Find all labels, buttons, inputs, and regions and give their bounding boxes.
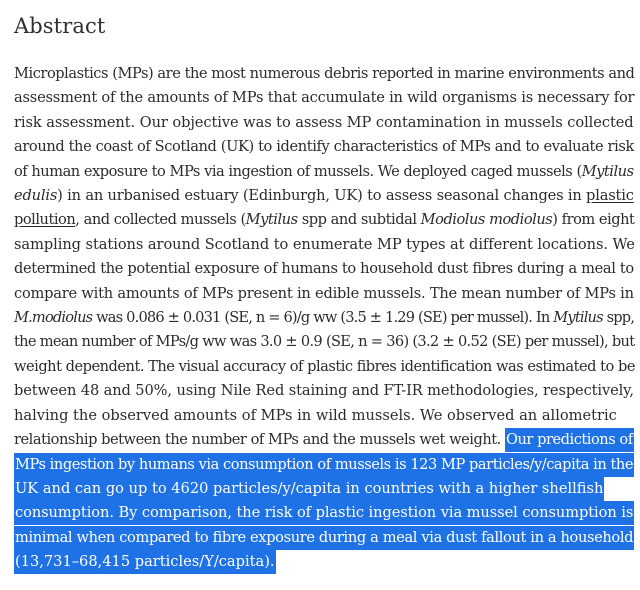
species-name: Mytilus — [581, 162, 634, 180]
text-run: between 48 and 50%, using Nile Red staining and FT-IR methodologies, respectively, — [14, 382, 634, 400]
text-run: sampling stations around Scotland to enumerate MP types at different locations. We — [14, 235, 635, 253]
text-run: determined the potential exposure of humans to household dust fibres during a meal to — [14, 260, 634, 278]
text-run: risk assessment. Our objective was to assess MP contamination in mussels collected — [14, 113, 634, 131]
abstract-line — [14, 208, 634, 232]
abstract-line — [14, 526, 634, 550]
abstract-line — [14, 330, 634, 354]
species-name: edulis — [14, 187, 58, 205]
text-run: ) in an urbanised estuary (Edinburgh, UK) to assess seasonal changes in — [57, 187, 587, 205]
abstract-line — [14, 282, 634, 306]
text-run: ) from eight — [552, 211, 635, 229]
abstract-line — [14, 306, 634, 330]
selected-text[interactable]: Our predictions of — [505, 428, 634, 452]
species-name: Mytilus — [245, 211, 298, 229]
species-name: Modiolus modiolus — [420, 211, 553, 229]
abstract-text — [14, 62, 634, 575]
abstract-line — [14, 184, 634, 208]
abstract-line — [14, 86, 634, 110]
species-name: M.modiolus — [14, 309, 93, 327]
abstract-line — [14, 233, 634, 257]
abstract-line — [14, 160, 634, 184]
abstract-section — [14, 12, 634, 575]
selected-text[interactable]: UK and can go up to 4620 particles/y/capita in countries with a higher shellfish — [14, 477, 604, 501]
abstract-line — [14, 453, 634, 477]
abstract-line — [14, 135, 634, 159]
text-run: of human exposure to MPs via ingestion of mussels. We deployed caged mussels ( — [14, 162, 582, 180]
selected-text[interactable]: MPs ingestion by humans via consumption of mussels is 123 MP particles/y/capita in the — [14, 453, 634, 477]
text-run: relationship between the number of MPs and the mussels wet weight. — [14, 431, 505, 449]
abstract-line — [14, 428, 634, 452]
abstract-line — [14, 477, 634, 501]
text-run: spp, — [602, 309, 635, 327]
text-run: Microplastics (MPs) are the most numerous debris reported in marine environments and — [14, 65, 635, 82]
text-run: was 0.086 ± 0.031 (SE, n = 6)/g ww (3.5 ± 1.29 (SE) per mussel). In — [92, 309, 554, 327]
abstract-line — [14, 257, 634, 281]
text-run: the mean number of MPs/g ww was 3.0 ± 0.9 (SE, n = 36) (3.2 ± 0.52 (SE) per mussel), but — [14, 333, 635, 351]
abstract-line — [14, 550, 634, 574]
abstract-line — [14, 111, 634, 135]
text-run: spp and subtidal — [297, 211, 421, 229]
abstract-line — [14, 501, 634, 525]
abstract-line — [14, 62, 634, 86]
selected-text[interactable]: minimal when compared to fibre exposure during a meal via dust fallout in a household — [14, 526, 634, 550]
text-run: , and collected mussels ( — [75, 211, 246, 229]
abstract-heading: Abstract — [14, 14, 106, 38]
text-run: weight dependent. The visual accuracy of plastic fibres identification was estimated to be — [14, 357, 635, 375]
text-run: assessment of the amounts of MPs that accumulate in wild organisms is necessary for — [14, 89, 635, 107]
text-run: halving the observed amounts of MPs in wild mussels. We observed an allometric — [14, 406, 617, 424]
species-name: Mytilus — [553, 309, 603, 327]
abstract-line — [14, 404, 634, 428]
selected-text[interactable]: consumption. By comparison, the risk of plastic ingestion via mussel consumption is — [14, 501, 634, 525]
abstract-line — [14, 355, 634, 379]
text-run: around the coast of Scotland (UK) to identify characteristics of MPs and to evaluate risk — [14, 138, 634, 156]
topic-link-plastic-pollution[interactable]: pollution — [14, 211, 76, 229]
topic-link-plastic-pollution[interactable]: plastic — [586, 187, 634, 205]
selected-text[interactable]: (13,731–68,415 particles/Y/capita). — [14, 550, 276, 574]
abstract-line — [14, 379, 634, 403]
text-run: compare with amounts of MPs present in edible mussels. The mean number of MPs in — [14, 284, 634, 302]
